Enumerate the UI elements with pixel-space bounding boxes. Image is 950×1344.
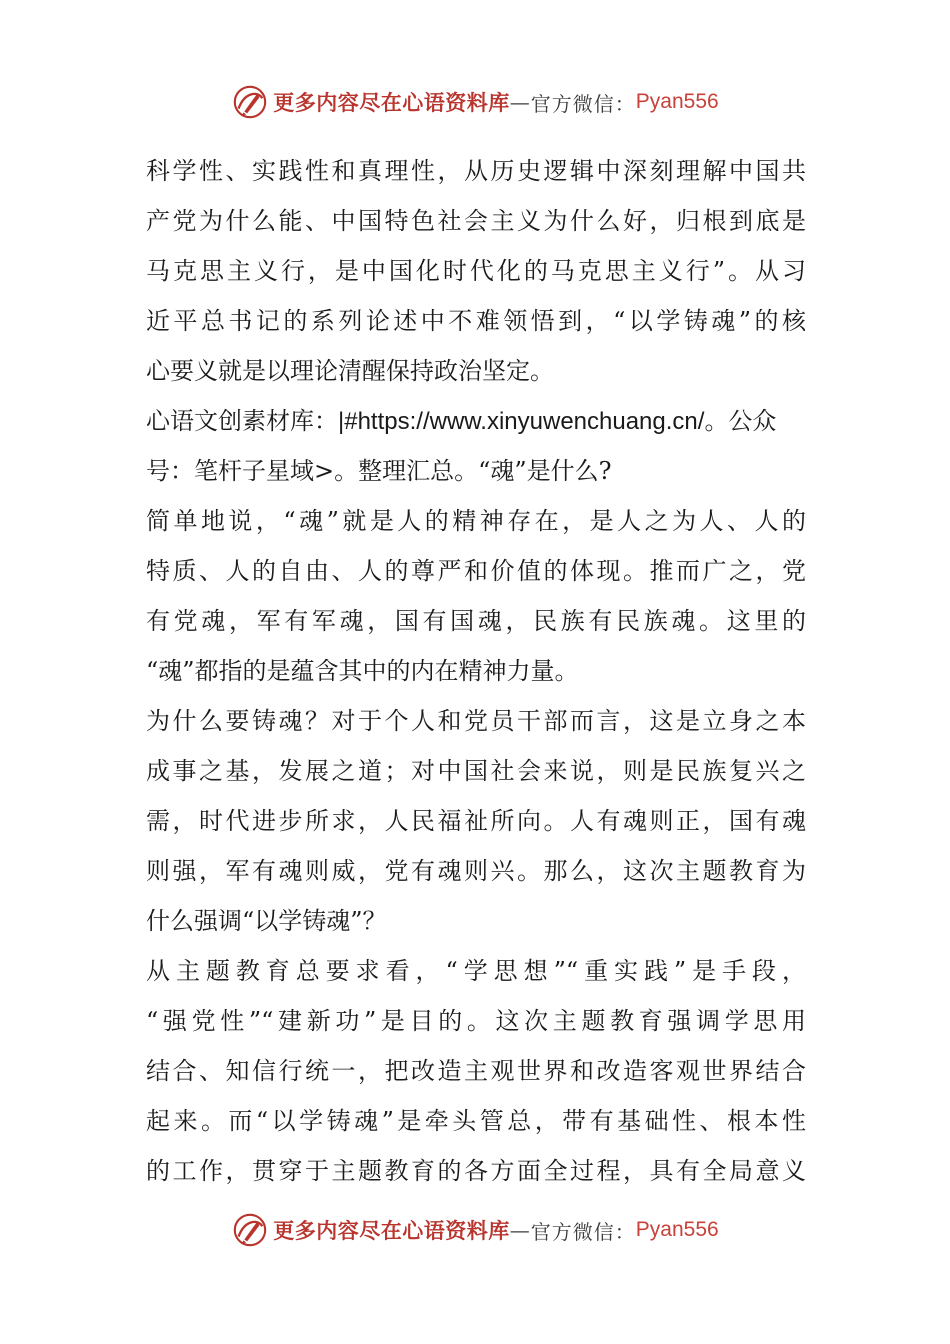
source-line	[146, 396, 806, 446]
text-line: “魂”都指的是蕴含其中的内在精神力量。	[146, 657, 579, 685]
source-suffix: 。公众	[704, 407, 777, 435]
pen-nib-logo-icon	[231, 1211, 269, 1249]
text-line: 科学性、实践性和真理性，从历史逻辑中深刻理解中国共	[146, 157, 806, 185]
document-body	[146, 146, 806, 1196]
text-line: 简单地说，“魂”就是人的精神存在，是人之为人、人的	[146, 507, 806, 535]
wechat-handle: Pyan556	[635, 1218, 719, 1241]
pen-nib-logo-icon	[231, 83, 269, 121]
promo-text: 更多内容尽在心语资料库	[273, 90, 510, 115]
promo-text: 更多内容尽在心语资料库	[273, 1218, 510, 1243]
dash: —	[509, 1218, 531, 1242]
text-line: 马克思主义行，是中国化时代化的马克思主义行”。从习	[146, 257, 806, 285]
dash: —	[509, 90, 531, 114]
text-line: 特质、人的自由、人的尊严和价值的体现。推而广之，党	[146, 557, 806, 585]
text-line: 什么强调“以学铸魂”？	[146, 907, 387, 935]
text-line: 需，时代进步所求，人民福祉所向。人有魂则正，国有魂	[146, 807, 806, 835]
official-wechat-label: 官方微信：	[530, 91, 636, 116]
text-line: 有党魂，军有军魂，国有国魂，民族有民族魂。这里的	[146, 607, 806, 635]
header-banner	[0, 80, 950, 124]
footer-banner	[0, 1208, 950, 1252]
text-line: 近平总书记的系列论述中不难领悟到，“以学铸魂”的核	[146, 307, 806, 335]
source-url-link[interactable]: |#https://www.xinyuwenchuang.cn/	[338, 408, 705, 435]
text-line: 从主题教育总要求看，“学思想”“重实践”是手段，	[146, 957, 806, 985]
text-line: “强党性”“建新功”是目的。这次主题教育强调学思用	[146, 1007, 806, 1035]
text-line: 产党为什么能、中国特色社会主义为什么好，归根到底是	[146, 207, 806, 235]
text-line: 为什么要铸魂？对于个人和党员干部而言，这是立身之本	[146, 707, 806, 735]
text-line: 起来。而“以学铸魂”是牵头管总，带有基础性、根本性	[146, 1107, 806, 1135]
source-label: 心语文创素材库：	[146, 407, 338, 435]
official-wechat-label: 官方微信：	[530, 1219, 636, 1244]
text-line: 则强，军有魂则威，党有魂则兴。那么，这次主题教育为	[146, 857, 806, 885]
text-line: 成事之基，发展之道；对中国社会来说，则是民族复兴之	[146, 757, 806, 785]
wechat-handle: Pyan556	[635, 90, 719, 113]
text-line: 心要义就是以理论清醒保持政治坚定。	[146, 357, 554, 385]
text-line: 号：笔杆子星域>。整理汇总。“魂”是什么?	[146, 457, 612, 485]
text-line: 结合、知信行统一，把改造主观世界和改造客观世界结合	[146, 1057, 806, 1085]
text-line: 的工作，贯穿于主题教育的各方面全过程，具有全局意义	[146, 1157, 806, 1185]
